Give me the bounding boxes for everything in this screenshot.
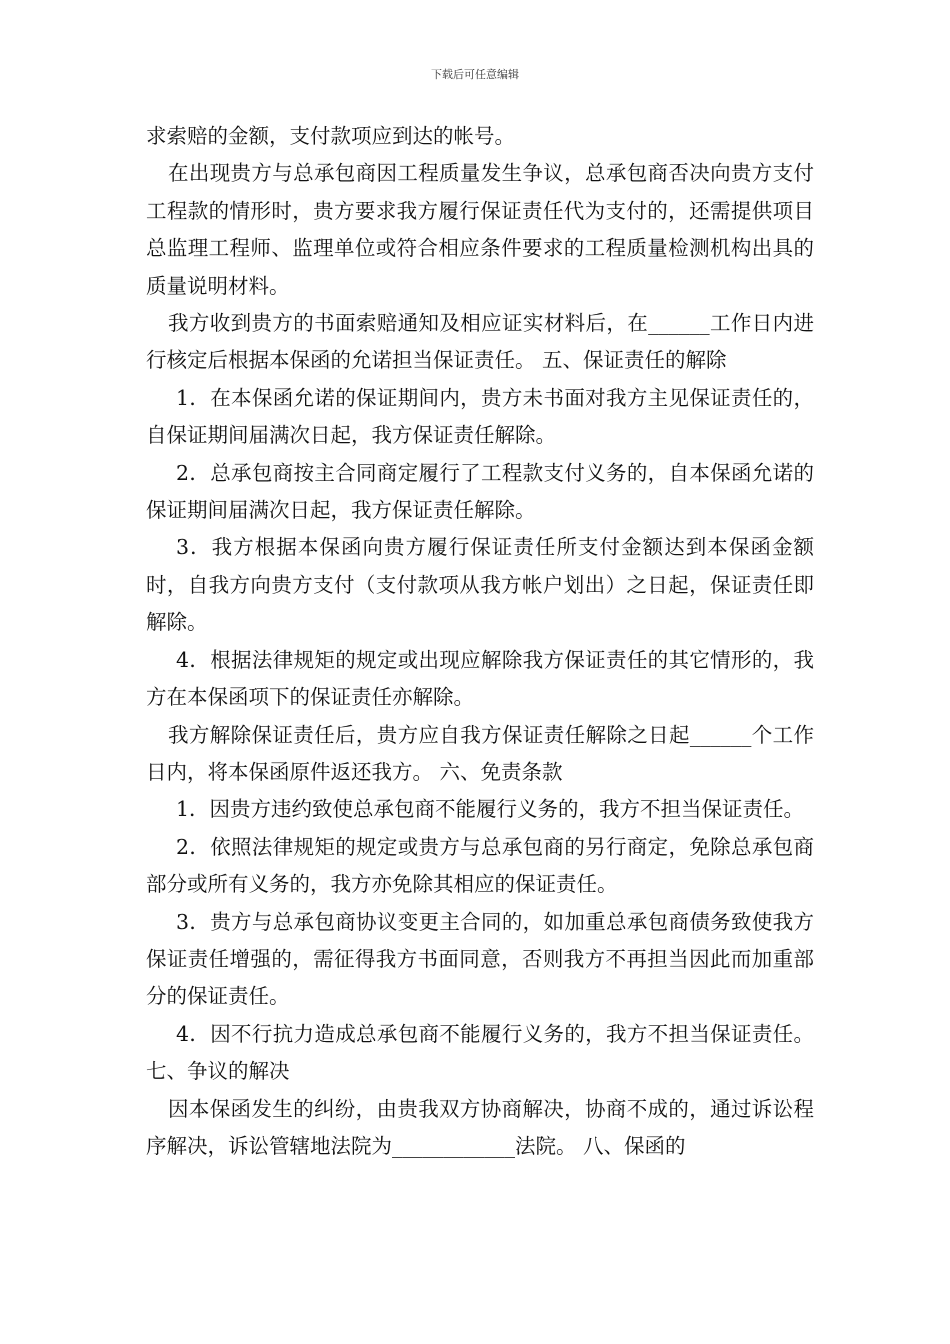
list-item: 2．总承包商按主合同商定履行了工程款支付义务的，自本保函允诺的保证期间届满次日起，我方保证责任解除。 (146, 460, 814, 523)
paragraph: 我方收到贵方的书面索赔通知及相应证实材料后，在______工作日内进行核定后根据本保函的允诺担当保证责任。 五、保证责任的解除 (146, 311, 814, 373)
paragraph: 因本保函发生的纠纷，由贵我双方协商解决，协商不成的，通过诉讼程序解决，诉讼管辖地法院为____________法院。 八、保函的 (146, 1096, 814, 1158)
list-item: 1．因贵方违约致使总承包商不能履行义务的，我方不担当保证责任。 (176, 797, 805, 822)
list-item: 4．根据法律规矩的规定或出现应解除我方保证责任的其它情形的，我方在本保函项下的保证责任亦解除。 (146, 647, 814, 710)
page-header: 下载后可任意编辑 (431, 68, 519, 81)
paragraph: 我方解除保证责任后，贵方应自我方保证责任解除之日起______个工作日内，将本保函原件返还我方。 六、免责条款 (146, 722, 814, 784)
paragraph: 求索赔的金额，支付款项应到达的帐号。 (146, 124, 515, 148)
list-item: 3．我方根据本保函向贵方履行保证责任所支付金额达到本保函金额时，自我方向贵方支付（支付款项从我方帐户划出）之日起，保证责任即解除。 (146, 535, 814, 635)
list-item: 3．贵方与总承包商协议变更主合同的，如加重总承包商债务致使我方保证责任增强的，需征得我方书面同意，否则我方不再担当因此而加重部分的保证责任。 (146, 909, 814, 1009)
document-body (146, 118, 814, 1165)
list-item: 2．依照法律规矩的规定或贵方与总承包商的另行商定，免除总承包商部分或所有义务的，我方亦免除其相应的保证责任。 (146, 834, 814, 897)
paragraph: 在出现贵方与总承包商因工程质量发生争议，总承包商否决向贵方支付工程款的情形时，贵方要求我方履行保证责任代为支付的，还需提供项目总监理工程师、监理单位或符合相应条件要求的工程质量检测机构出具的质量说明材料。 (146, 161, 814, 298)
list-item: 4．因不行抗力造成总承包商不能履行义务的，我方不担当保证责任。 七、争议的解决 (146, 1021, 814, 1084)
list-item: 1．在本保函允诺的保证期间内，贵方未书面对我方主见保证责任的，自保证期间届满次日起，我方保证责任解除。 (146, 385, 814, 448)
